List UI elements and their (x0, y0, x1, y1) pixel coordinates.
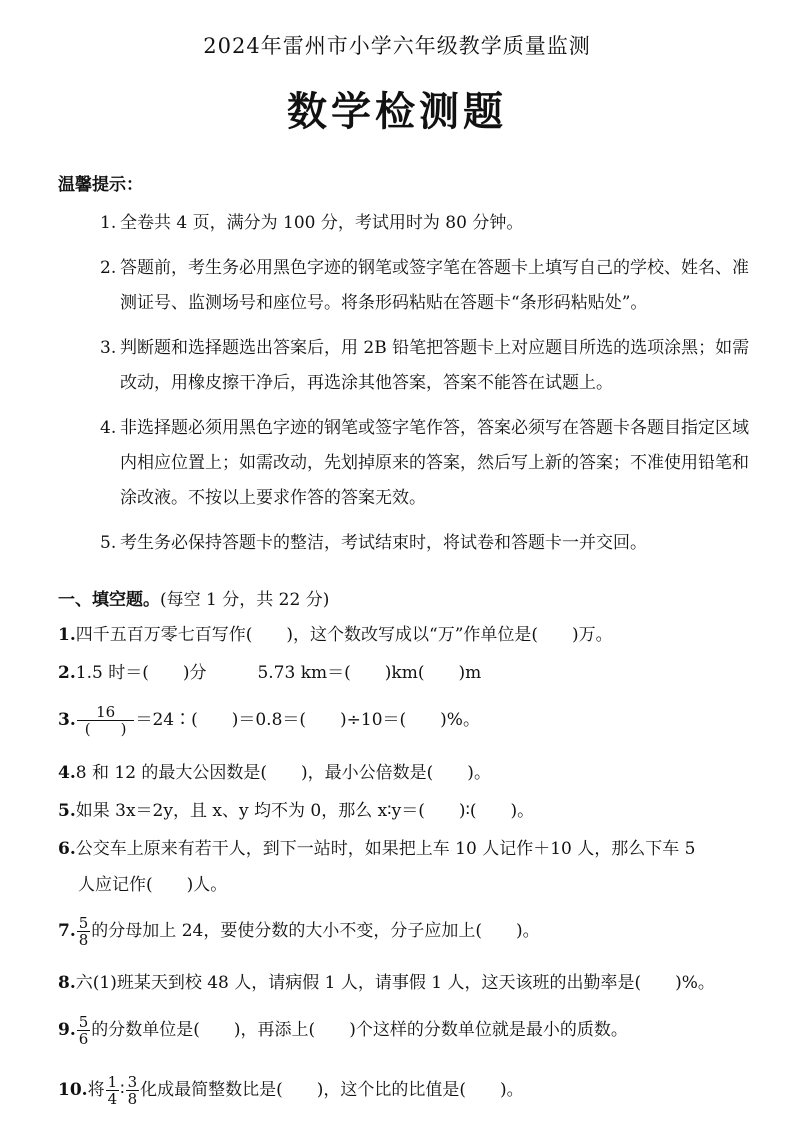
question-2 (58, 655, 764, 691)
question-text: 如果 3x＝2y，且 x、y 均不为 0，那么 x∶y＝( )∶( )。 (75, 801, 535, 821)
question-text: ＝24∶( )＝0.8＝( )÷10＝( )%。 (135, 710, 480, 730)
fraction-numerator: 1 (107, 1073, 118, 1091)
question-1 (58, 617, 764, 653)
tip-number: 1. (100, 213, 117, 233)
question-text: 的分数单位是( )，再添上( )个这样的分数单位就是最小的质数。 (91, 1020, 628, 1040)
fraction (77, 704, 135, 737)
question-number: 4. (58, 763, 76, 783)
tip-text: 考生务必保持答题卡的整洁，考试结束时，将试卷和答题卡一并交回。 (120, 533, 647, 553)
tip-item (58, 411, 758, 516)
question-text: 公交车上原来有若干人，到下一站时，如果把上车 10 人记作＋10 人，那么下车 5 (75, 839, 696, 859)
question-number: 10. (58, 1080, 88, 1100)
tip-item (58, 206, 758, 241)
ratio-colon: ∶ (120, 1080, 125, 1100)
question-number: 5. (58, 801, 76, 821)
tip-text: 非选择题必须用黑色字迹的钢笔或签字笔作答，答案必须写在答题卡各题目指定区域内相应位置上；如需改动，先划掉原来的答案，然后写上新的答案；不准使用铅笔和涂改液。不按以上要求作答的答案无效。 (120, 418, 749, 508)
question-text: 四千五百万零七百写作( )，这个数改写成以“万”作单位是( )万。 (75, 625, 613, 645)
fraction-numerator: 3 (127, 1073, 138, 1091)
tip-number: 5. (100, 533, 117, 553)
question-number: 3. (58, 710, 76, 730)
fraction-numerator: 5 (78, 914, 89, 932)
section-heading (58, 585, 329, 610)
tips-heading: 温馨提示： (58, 175, 143, 195)
fraction-denominator: 4 (107, 1090, 118, 1108)
tip-item (58, 526, 758, 561)
question-number: 8. (58, 973, 76, 993)
question-8 (58, 965, 764, 1001)
fraction (126, 1074, 140, 1107)
fraction-denominator: ( ) (84, 720, 127, 738)
question-6 (58, 831, 764, 903)
fraction (77, 1014, 91, 1047)
tip-text: 答题前，考生务必用黑色字迹的钢笔或签字笔在答题卡上填写自己的学校、姓名、准测证号、监测场号和座位号。将条形码粘贴在答题卡“条形码粘贴处”。 (120, 258, 749, 313)
question-text: 8 和 12 的最大公因数是( )，最小公倍数是( )。 (75, 763, 491, 783)
question-number: 9. (58, 1020, 76, 1040)
question-text: 化成最简整数比是( )，这个比的比值是( )。 (140, 1080, 524, 1100)
question-5 (58, 793, 764, 829)
fraction-denominator: 8 (127, 1090, 138, 1108)
question-number: 1. (58, 625, 76, 645)
fraction-numerator: 16 (77, 704, 135, 721)
question-9 (58, 1012, 764, 1048)
question-text: 六(1)班某天到校 48 人，请病假 1 人，请事假 1 人，这天该班的出勤率是( )%。 (75, 973, 715, 993)
question-number: 2. (58, 663, 76, 683)
question-number: 7. (58, 921, 76, 941)
exam-subtitle: 2024年雷州市小学六年级教学质量监测 (203, 34, 591, 58)
fraction-denominator: 6 (78, 1030, 89, 1048)
section-title: 一、填空题。 (58, 590, 160, 610)
question-10 (58, 1072, 764, 1108)
tip-number: 4. (100, 418, 117, 438)
section-note: (每空 1 分，共 22 分) (160, 590, 330, 610)
question-text-continued: 人应记作( )人。 (78, 875, 228, 895)
question-7 (58, 913, 764, 949)
fraction (106, 1074, 120, 1107)
tip-number: 3. (100, 338, 117, 358)
tip-number: 2. (100, 258, 117, 278)
tip-item (58, 251, 758, 321)
tips-list (58, 206, 758, 561)
question-4 (58, 755, 764, 791)
tip-text: 判断题和选择题选出答案后，用 2B 铅笔把答题卡上对应题目所选的选项涂黑；如需改动，用橡皮擦干净后，再选涂其他答案，答案不能答在试题上。 (120, 338, 750, 393)
question-number: 6. (58, 839, 76, 859)
question-text: 的分母加上 24，要使分数的大小不变，分子应加上( )。 (91, 921, 540, 941)
exam-title: 数学检测题 (287, 88, 507, 135)
fraction-numerator: 5 (78, 1013, 89, 1031)
question-prefix: 将 (87, 1080, 105, 1100)
tip-item (58, 331, 758, 401)
question-text: 1.5 时＝( )分 5.73 km＝( )km( )m (75, 663, 482, 683)
question-3 (58, 702, 764, 738)
fraction-denominator: 8 (78, 931, 89, 949)
fraction (77, 915, 91, 948)
tip-text: 全卷共 4 页，满分为 100 分，考试用时为 80 分钟。 (120, 213, 524, 233)
